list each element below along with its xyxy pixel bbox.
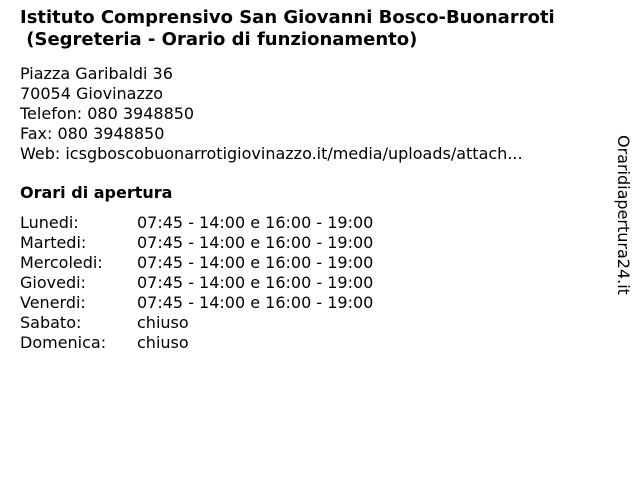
day-label: Lunedi: [20, 213, 79, 232]
day-label: Domenica: [20, 333, 107, 352]
time-value: 07:45 - 14:00 e 16:00 - 19:00 [137, 293, 374, 312]
fax-number: Fax: 080 3948850 [20, 124, 165, 143]
phone-number: Telefon: 080 3948850 [20, 104, 195, 123]
day-label: Martedi: [20, 233, 87, 252]
time-value: chiuso [137, 333, 189, 352]
day-label: Mercoledi: [20, 253, 103, 272]
day-label: Sabato: [20, 313, 82, 332]
title-line-1: Istituto Comprensivo San Giovanni Bosco-Buonarroti [20, 7, 555, 28]
time-value: 07:45 - 14:00 e 16:00 - 19:00 [137, 213, 374, 232]
time-value: chiuso [137, 313, 189, 332]
time-value: 07:45 - 14:00 e 16:00 - 19:00 [137, 253, 374, 272]
city-address: 70054 Giovinazzo [20, 84, 164, 103]
title-line-2: (Segreteria - Orario di funzionamento) [20, 29, 418, 50]
street-address: Piazza Garibaldi 36 [20, 64, 173, 83]
site-watermark: Oraridiapertura24.it [614, 135, 633, 295]
website-link[interactable]: Web: icsgboscobuonarrotigiovinazzo.it/media/uploads/attach... [20, 144, 523, 163]
hours-heading: Orari di apertura [20, 183, 173, 202]
time-value: 07:45 - 14:00 e 16:00 - 19:00 [137, 273, 374, 292]
page-title [20, 7, 610, 51]
day-label: Venerdi: [20, 293, 86, 312]
contact-info [20, 64, 523, 164]
day-label: Giovedi: [20, 273, 86, 292]
time-value: 07:45 - 14:00 e 16:00 - 19:00 [137, 233, 374, 252]
